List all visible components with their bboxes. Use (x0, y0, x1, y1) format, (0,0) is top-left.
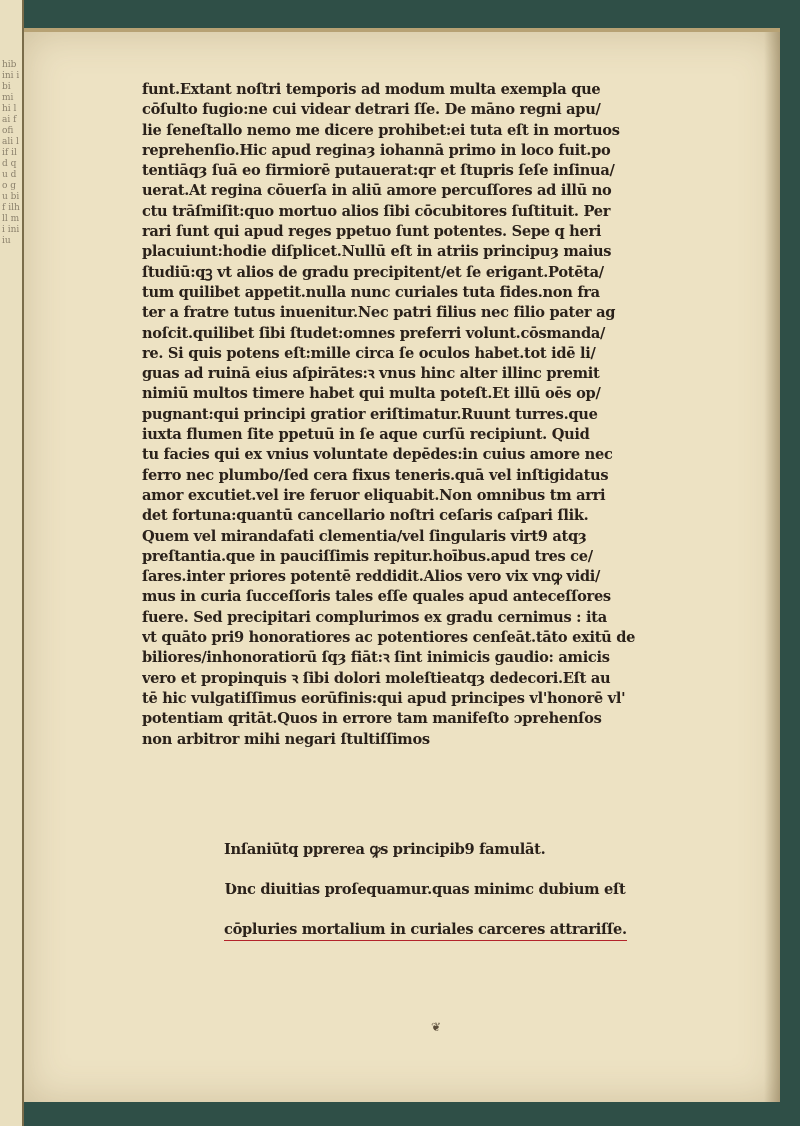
text-line: potentiam qritāt.Quos in errore tam manifeſto ɔprehenſos (142, 710, 602, 728)
text-line: tum quilibet appetit.nulla nunc curiales tuta fides.non fra (142, 283, 600, 301)
text-line: reprehenſio.Hic apud reginaȝ iohannā primo in loco fuit.po (142, 141, 611, 159)
text-line: ſtudiū:qꝫ vt alios de gradu precipitent/et ſe erigant.Potēta/ (142, 263, 604, 281)
text-line: det fortuna:quantū cancellario noſtri ceſaris caſpari ſlik. (142, 507, 589, 525)
text-line: noſcit.quilibet ſibi ſtudet:omnes preferri volunt.cōsmanda/ (142, 324, 606, 342)
text-line: placuiunt:hodie diſplicet.Nullū eſt in atriis principuȝ maius (142, 243, 612, 261)
text-line: re. Si quis potens eſt:mille circa ſe oculos habet.tot idē li/ (142, 344, 596, 362)
text-line: mus in curia ſucceſſoris tales eſſe quales apud anteceſſores (142, 588, 611, 606)
text-line: amor excutiet.vel ire feruor eliquabit.Non omnibus tm arri (142, 486, 606, 504)
text-line: ſares.inter priores potentē reddidit.Alios vero vix vnꝙ vidi/ (142, 568, 601, 586)
heading-line: Ʋnc diuitias proſequamur.quas minimc dubium eſt (224, 881, 626, 898)
heading-line: cōpluries mortalium in curiales carceres attrariſſe. (224, 920, 627, 941)
text-line: ctu trāſmiſit:quo mortuo alios ſibi cōcubitores ſuſtituit. Per (142, 202, 611, 220)
incunable-page (24, 28, 780, 1102)
text-line: rari ſunt qui apud reges ppetuo ſunt potentes. Sepe q heri (142, 223, 602, 241)
text-line: tentiāqȝ ſuā eo firmiorē putauerat:qr et ſtupris ſeſe inſinua/ (142, 162, 615, 180)
text-line: non arbitror mihi negari ſtultiſſimos (142, 730, 430, 748)
text-line: Quem vel mirandafati clementia/vel ſingularis virt9 atqȝ (142, 527, 587, 545)
text-line: tu facies qui ex vnius voluntate depēdes:in cuius amore nec (142, 446, 613, 464)
text-line: iuxta flumen ſite ppetuū in ſe aque curſū recipiunt. Quid (142, 426, 590, 444)
text-line: preſtantia.que in pauciſſimis repitur.hoībus.apud tres ce/ (142, 547, 593, 565)
text-line: cōſulto fugio:ne cui videar detrari ſſe. De māno regni apu/ (142, 101, 601, 119)
main-paragraph (142, 80, 702, 750)
text-line: funt.Extant noſtri temporis ad modum multa exempla que (142, 81, 601, 98)
text-line: biliores/inhonoratiorū ſqȝ fiāt:ꝛ ſint inimicis gaudio: amicis (142, 649, 610, 667)
text-line: tē hic vulgatiſſimus eorūfinis:qui apud principes vl'honorē vl' (142, 689, 626, 707)
text-line: uerat.At regina cōuerſa in aliū amore percuſſores ad illū no (142, 182, 612, 200)
page-ornament: ❦ (431, 1020, 442, 1034)
text-line: ferro nec plumbo/ſed cera fixus teneris.quā vel inſtigidatus (142, 466, 609, 484)
text-line: pugnant:qui principi gratior eriſtimatur.Ruunt turres.que (142, 405, 598, 423)
adjacent-page-text: hib ini ibi mi hi lai fofi ali lif ild qu do gu bif ilh ll mi ini iu (2, 60, 20, 246)
text-line: vt quāto pri9 honoratiores ac potentiores cenſeāt.tāto exitū de (142, 629, 636, 647)
chapter-heading (224, 840, 714, 947)
text-line: ter a fratre tutus inuenitur.Nec patri filius nec filio pater ag (142, 304, 616, 322)
adjacent-page-edge (0, 0, 24, 1126)
text-line: vero et propinquis ꝛ ſibi dolori moleſtieatqȝ dedecori.Eſt au (142, 669, 611, 687)
text-line: fuere. Sed precipitari complurimos ex gradu cernimus : ita (142, 608, 607, 626)
text-line: guas ad ruinā eius aſpirātes:ꝛ vnus hinc alter illinc premit (142, 365, 600, 383)
text-line: nimiū multos timere habet qui multa poteſt.Et illū oēs op/ (142, 385, 601, 403)
heading-line: Inſaniūtq pprerea ꝙs principib9 famulāt. (224, 841, 546, 858)
text-line: lie ſeneſtallo nemo me dicere prohibet:ei tuta eſt in mortuos (142, 121, 620, 139)
